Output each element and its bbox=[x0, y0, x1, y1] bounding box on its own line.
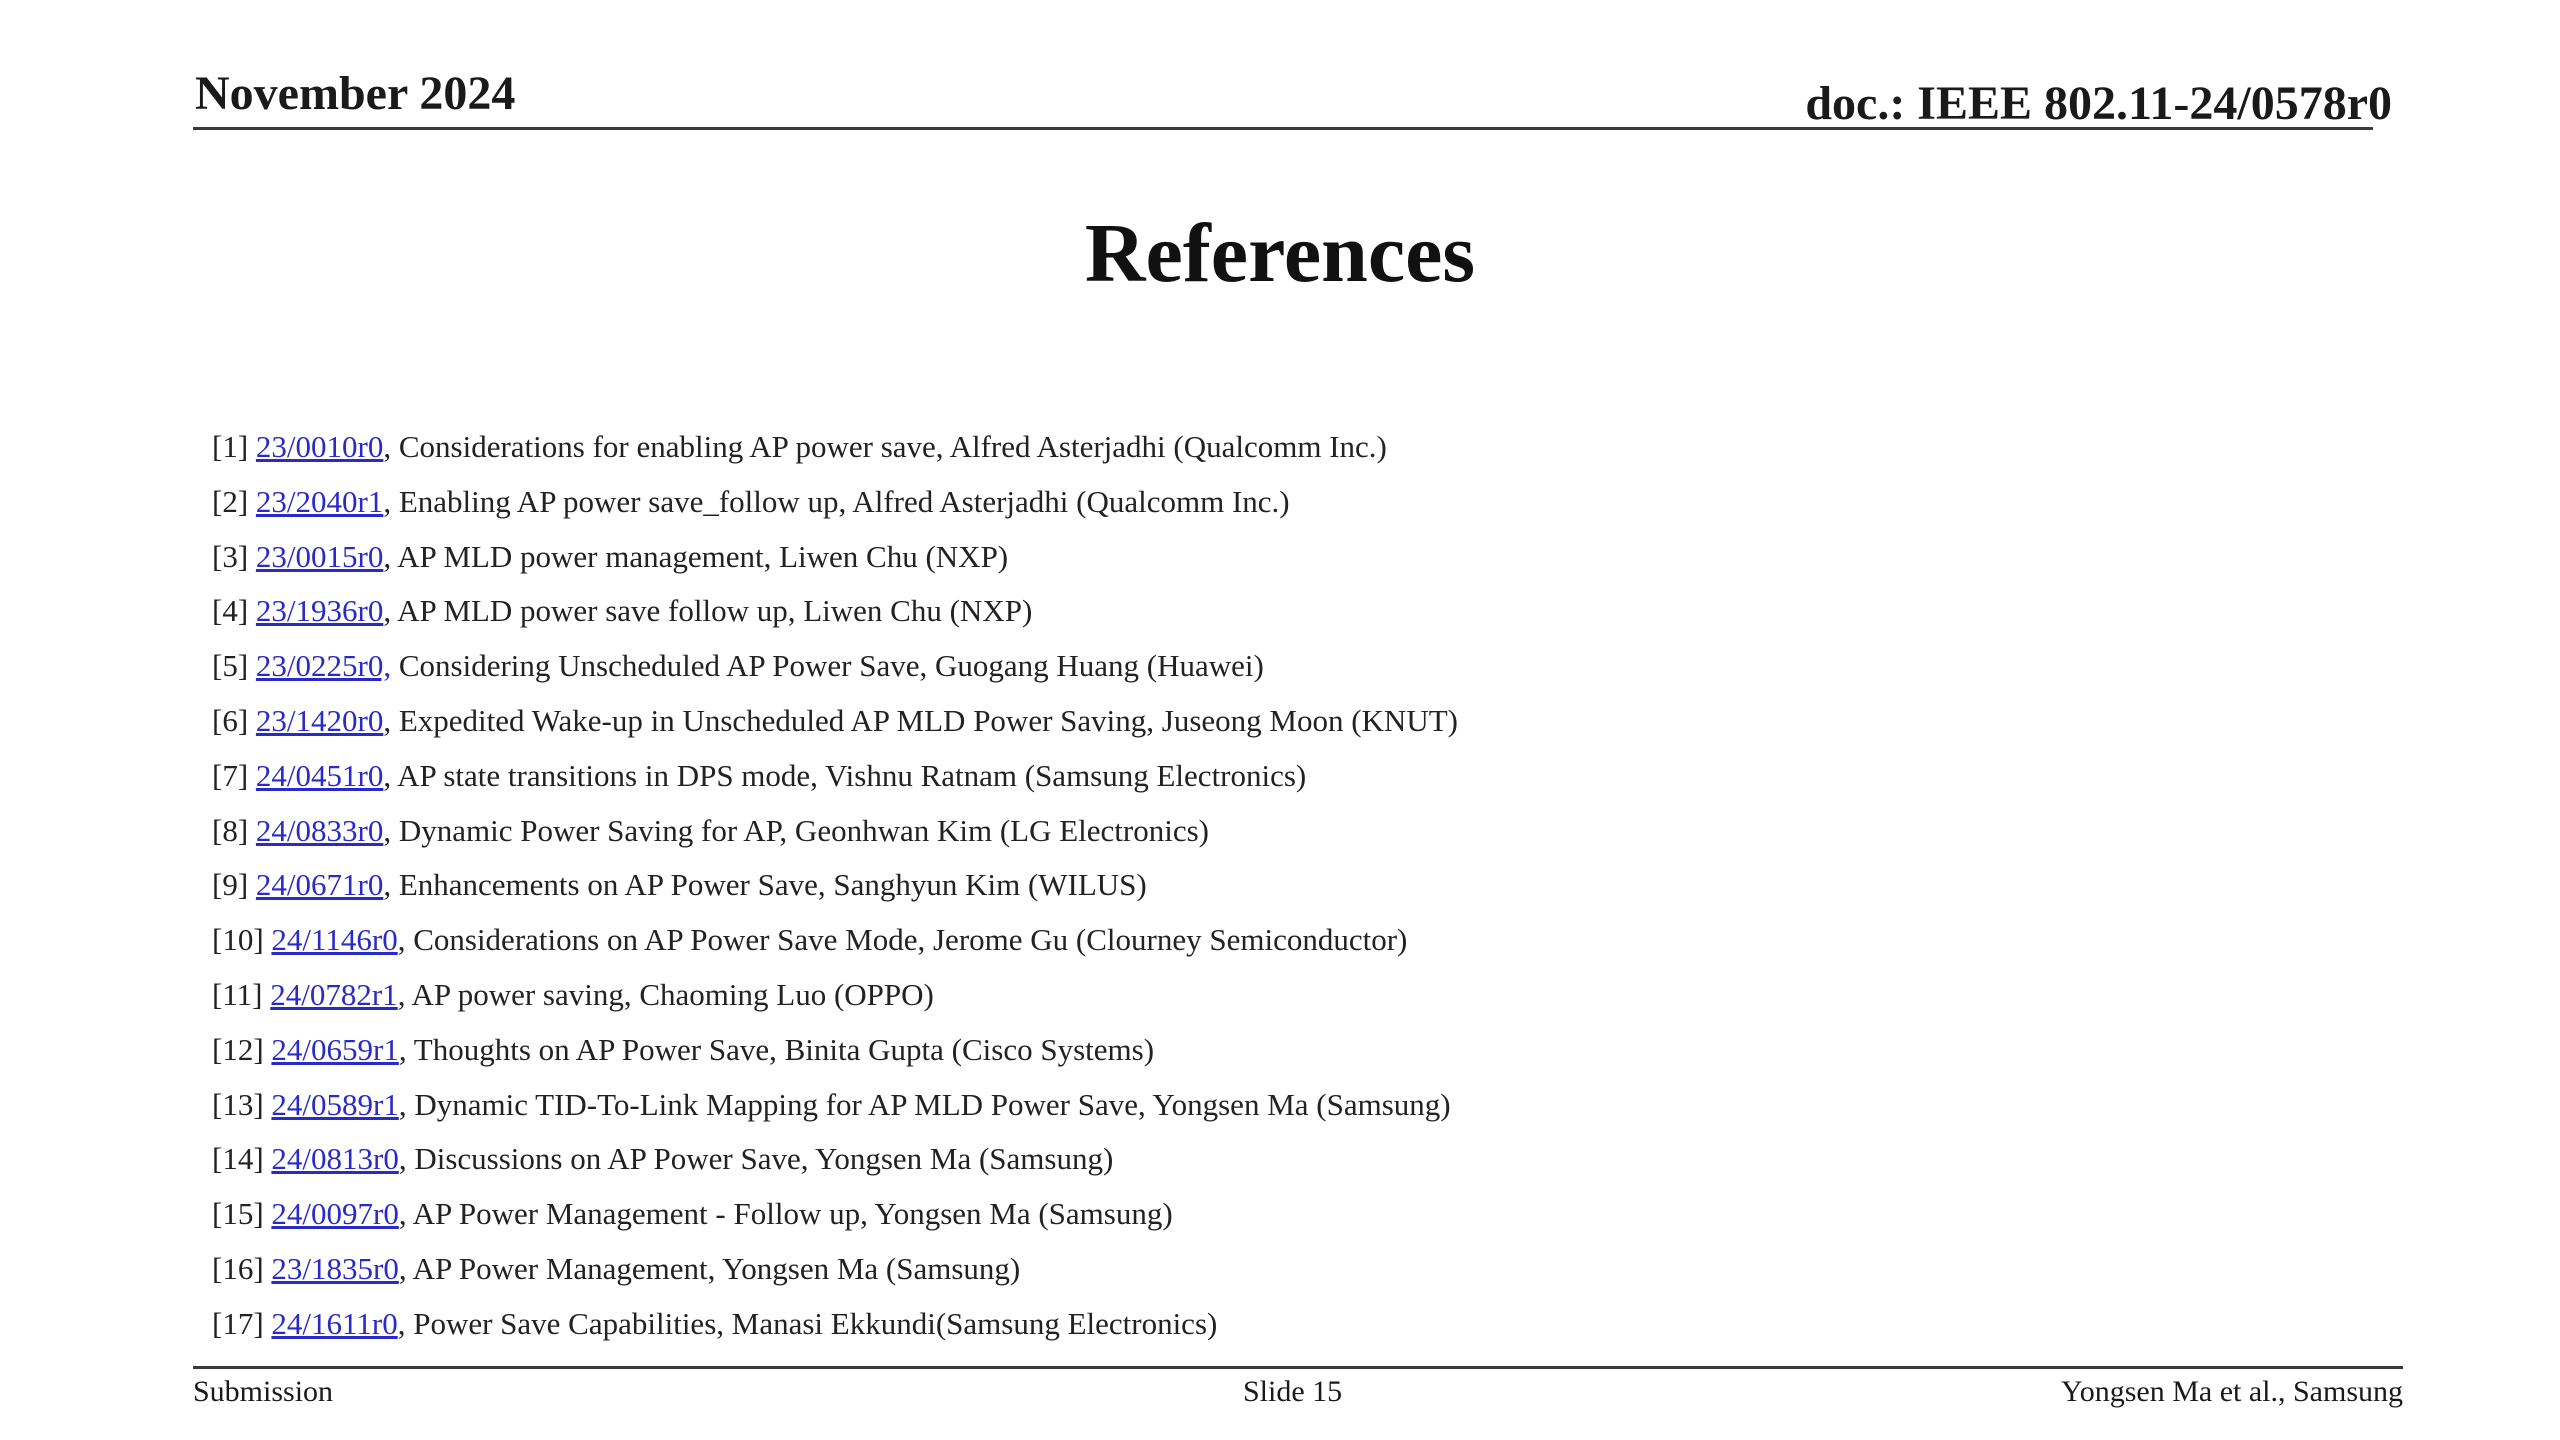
reference-number: [12] bbox=[212, 1031, 264, 1067]
reference-description: , Enhancements on AP Power Save, Sanghyun Kim (WILUS) bbox=[383, 867, 1147, 903]
reference-description: , Considerations for enabling AP power save, Alfred Asterjadhi (Qualcomm Inc.) bbox=[383, 429, 1387, 464]
reference-number: [16] bbox=[212, 1250, 264, 1286]
reference-item bbox=[212, 1085, 1458, 1140]
reference-item bbox=[212, 865, 1458, 920]
reference-description: , Dynamic Power Saving for AP, Geonhwan Kim (LG Electronics) bbox=[383, 812, 1209, 848]
reference-description: Considering Unscheduled AP Power Save, Guogang Huang (Huawei) bbox=[391, 648, 1264, 684]
reference-number: [11] bbox=[212, 976, 263, 1012]
reference-number: [6] bbox=[212, 702, 249, 738]
reference-number: [15] bbox=[212, 1196, 264, 1232]
header-doc-id: doc.: IEEE 802.11-24/0578r0 bbox=[1805, 77, 2392, 130]
reference-number: [10] bbox=[212, 922, 264, 958]
reference-description: , Power Save Capabilities, Manasi Ekkundi(Samsung Electronics) bbox=[397, 1305, 1218, 1341]
footer-divider bbox=[193, 1366, 2403, 1369]
reference-link[interactable]: 24/0833r0 bbox=[255, 812, 384, 848]
reference-link[interactable]: 24/1611r0 bbox=[271, 1305, 398, 1341]
reference-link[interactable]: 24/0671r0 bbox=[255, 867, 384, 903]
reference-link[interactable]: 24/0451r0 bbox=[255, 757, 384, 793]
header-date: November 2024 bbox=[195, 67, 516, 120]
reference-item bbox=[212, 427, 1458, 482]
reference-number: [14] bbox=[212, 1141, 264, 1177]
reference-number: [8] bbox=[212, 812, 249, 848]
reference-number: [9] bbox=[212, 867, 249, 903]
reference-item bbox=[212, 701, 1458, 756]
reference-item bbox=[212, 537, 1458, 592]
reference-item bbox=[212, 646, 1458, 701]
reference-number: [4] bbox=[212, 593, 249, 629]
reference-description: , Discussions on AP Power Save, Yongsen Ma (Samsung) bbox=[398, 1141, 1114, 1177]
reference-item bbox=[212, 1304, 1458, 1359]
reference-item bbox=[212, 811, 1458, 866]
reference-description: , AP MLD power save follow up, Liwen Chu (NXP) bbox=[383, 593, 1033, 629]
reference-number: [1] bbox=[212, 429, 249, 464]
header-divider bbox=[193, 127, 2373, 130]
reference-number: [17] bbox=[212, 1305, 264, 1341]
reference-number: [3] bbox=[212, 538, 249, 574]
reference-description: , Expedited Wake-up in Unscheduled AP MLD Power Saving, Juseong Moon (KNUT) bbox=[383, 702, 1458, 738]
reference-number: [2] bbox=[212, 483, 249, 519]
reference-link[interactable]: 24/0813r0 bbox=[271, 1141, 399, 1177]
reference-description: , AP power saving, Chaoming Luo (OPPO) bbox=[397, 976, 934, 1012]
reference-link[interactable]: 23/0225r0, bbox=[255, 648, 392, 684]
footer-authors: Yongsen Ma et al., Samsung bbox=[2061, 1375, 2403, 1408]
footer-submission: Submission bbox=[193, 1375, 334, 1408]
reference-description: , Dynamic TID-To-Link Mapping for AP MLD Power Save, Yongsen Ma (Samsung) bbox=[398, 1086, 1451, 1122]
reference-description: , AP state transitions in DPS mode, Vishnu Ratnam (Samsung Electronics) bbox=[383, 757, 1307, 793]
footer-slide-number: Slide 15 bbox=[1243, 1375, 1343, 1408]
page-title: References bbox=[1084, 207, 1476, 300]
reference-link[interactable]: 23/1420r0 bbox=[255, 702, 384, 738]
reference-description: , Enabling AP power save_follow up, Alfred Asterjadhi (Qualcomm Inc.) bbox=[383, 483, 1290, 519]
reference-number: [13] bbox=[212, 1086, 264, 1122]
reference-link[interactable]: 24/0659r1 bbox=[271, 1031, 399, 1067]
reference-link[interactable]: 24/0782r1 bbox=[270, 976, 398, 1012]
reference-link[interactable]: 24/0589r1 bbox=[271, 1086, 399, 1122]
reference-link[interactable]: 24/0097r0 bbox=[271, 1196, 399, 1232]
reference-description: , AP Power Management - Follow up, Yongsen Ma (Samsung) bbox=[398, 1196, 1173, 1232]
reference-item bbox=[212, 482, 1458, 537]
reference-item bbox=[212, 920, 1458, 975]
reference-link[interactable]: 23/1936r0 bbox=[255, 593, 384, 629]
reference-description: , AP MLD power management, Liwen Chu (NXP) bbox=[383, 538, 1009, 574]
reference-link[interactable]: 23/1835r0 bbox=[271, 1250, 399, 1286]
reference-item bbox=[212, 1139, 1458, 1194]
reference-link[interactable]: 23/2040r1 bbox=[255, 483, 384, 519]
reference-item bbox=[212, 756, 1458, 811]
reference-link[interactable]: 23/0010r0 bbox=[255, 429, 384, 464]
reference-description: , Considerations on AP Power Save Mode, Jerome Gu (Clourney Semiconductor) bbox=[397, 922, 1408, 958]
reference-item bbox=[212, 1030, 1458, 1085]
reference-number: [5] bbox=[212, 648, 249, 684]
reference-link[interactable]: 23/0015r0 bbox=[255, 538, 384, 574]
reference-item bbox=[212, 1249, 1458, 1304]
reference-item bbox=[212, 591, 1458, 646]
reference-description: , AP Power Management, Yongsen Ma (Samsung) bbox=[398, 1250, 1021, 1286]
reference-item bbox=[212, 1194, 1458, 1249]
reference-number: [7] bbox=[212, 757, 249, 793]
reference-item bbox=[212, 975, 1458, 1030]
reference-description: , Thoughts on AP Power Save, Binita Gupta (Cisco Systems) bbox=[398, 1031, 1155, 1067]
reference-link[interactable]: 24/1146r0 bbox=[271, 922, 398, 958]
reference-list bbox=[212, 427, 1458, 1359]
